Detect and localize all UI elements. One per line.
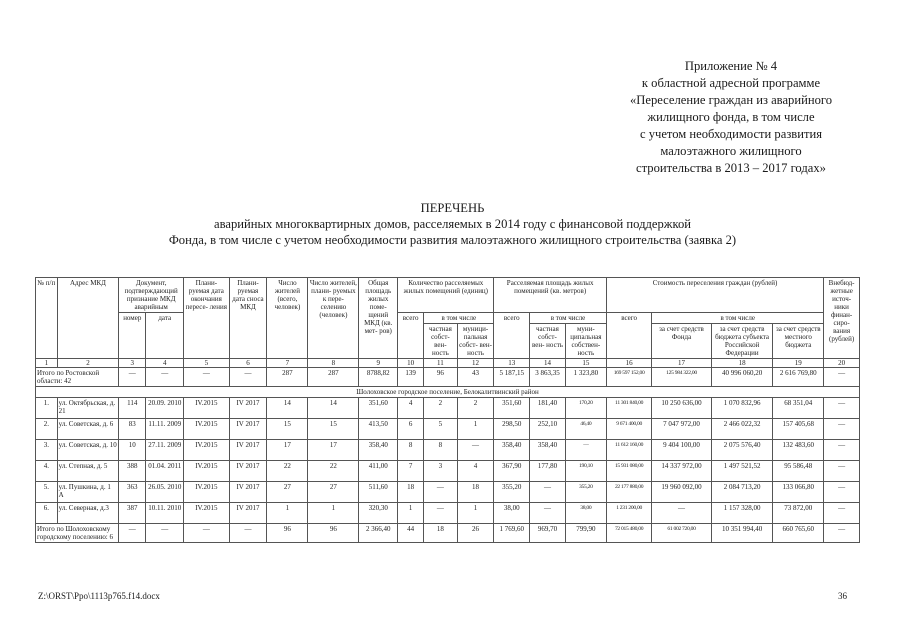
header-count-municipal: муници- пальная собст- вен- ность	[459, 325, 492, 357]
table-cell: 7 047 972,00	[652, 419, 711, 440]
table-cell: IV.2015	[184, 398, 229, 419]
address-cell: ул. Октябрьская, д. 21	[57, 398, 119, 419]
column-number: 1	[36, 359, 58, 368]
table-cell: 5.	[36, 482, 58, 503]
column-number: 11	[424, 359, 458, 368]
table-cell: 355,20	[565, 482, 606, 503]
table-cell: 15	[267, 419, 308, 440]
table-row	[36, 419, 860, 440]
table-cell: 252,10	[530, 419, 566, 440]
header-doc-date: дата	[146, 313, 184, 359]
column-number: 6	[229, 359, 267, 368]
document-title	[0, 200, 905, 248]
total-cell: 40 996 060,20	[711, 368, 773, 387]
table-row	[36, 398, 860, 419]
table-cell: 2	[457, 398, 494, 419]
table-cell: IV 2017	[229, 440, 267, 461]
total-cell: 8788,82	[359, 368, 398, 387]
table-cell: 18	[398, 482, 424, 503]
column-number: 2	[57, 359, 119, 368]
table-cell: —	[824, 482, 860, 503]
header-cost-including: в том числе	[652, 313, 824, 324]
table-cell: 18	[457, 482, 494, 503]
table-cell: 8	[424, 440, 458, 461]
header-area: Общая площадь жилых поме- щений МКД (кв. мет- ров)	[359, 278, 398, 359]
total-cell: —	[184, 524, 229, 543]
table-cell: 2 466 022,32	[711, 419, 773, 440]
table-cell: 15 931 080,00	[606, 461, 651, 482]
header-area-municipal: муни- ципальная собствен- ность	[565, 324, 606, 359]
total-cell: 1 323,80	[565, 368, 606, 387]
table-cell: 298,50	[494, 419, 530, 440]
header-cost-total: всего	[606, 313, 651, 359]
total-region-row	[36, 368, 860, 387]
page-number: 36	[838, 591, 847, 601]
table-cell: —	[824, 440, 860, 461]
appendix-line: жилищного фонда, в том числе	[647, 110, 815, 124]
table-cell: 17	[267, 440, 308, 461]
appendix-heading	[560, 58, 902, 177]
table-cell: 2 084 713,20	[711, 482, 773, 503]
table-cell: —	[824, 503, 860, 524]
table-cell: —	[530, 503, 566, 524]
appendix-line: с учетом необходимости развития	[639, 127, 823, 141]
column-number: 10	[398, 359, 424, 368]
total-cell: —	[184, 368, 229, 387]
table-cell: 27	[267, 482, 308, 503]
total-cell: 3 863,35	[530, 368, 566, 387]
table-cell: 170,20	[565, 398, 606, 419]
table-cell: 1.	[36, 398, 58, 419]
table-cell: 14	[308, 398, 359, 419]
column-number: 13	[494, 359, 530, 368]
total-cell: 5 187,15	[494, 368, 530, 387]
table-cell: 38,00	[565, 503, 606, 524]
total-cell: 96	[424, 368, 458, 387]
total-cell: —	[119, 524, 146, 543]
table-cell: 363	[119, 482, 146, 503]
column-number: 14	[530, 359, 566, 368]
table-cell: IV 2017	[229, 461, 267, 482]
table-cell: IV.2015	[184, 440, 229, 461]
table-cell: IV 2017	[229, 419, 267, 440]
file-path: Z:\ORST\Ppo\1113p765.f14.docx	[38, 591, 160, 601]
table-cell: 181,40	[530, 398, 566, 419]
table-cell: —	[457, 440, 494, 461]
table-cell: 1 070 832,96	[711, 398, 773, 419]
address-cell: ул. Советская, д. 10	[57, 440, 119, 461]
table-cell: 11 612 160,00	[606, 440, 651, 461]
header-residents-planned: Число жителей, плани- руемых к пере- селению (человек)	[308, 278, 359, 359]
table-cell: 367,90	[494, 461, 530, 482]
total-section-row	[36, 524, 860, 543]
column-number: 7	[267, 359, 308, 368]
table-cell: 1 497 521,52	[711, 461, 773, 482]
column-number: 15	[565, 359, 606, 368]
total-cell: 799,90	[565, 524, 606, 543]
table-cell: 387	[119, 503, 146, 524]
total-cell: —	[146, 524, 184, 543]
total-cell: 660 765,60	[773, 524, 824, 543]
table-cell: —	[652, 503, 711, 524]
table-cell: 157 405,68	[773, 419, 824, 440]
title-line: аварийных многоквартирных домов, расселяемых в 2014 году с финансовой поддержкой	[214, 217, 691, 231]
title-line: Фонда, в том числе с учетом необходимости развития малоэтажного жилищного строительства (заявка 2)	[168, 233, 737, 247]
header-residents: Число жителей (всего, человек)	[267, 278, 308, 359]
table-cell: 7	[398, 461, 424, 482]
column-number: 12	[457, 359, 494, 368]
table-cell: 83	[119, 419, 146, 440]
table-cell: 6	[398, 419, 424, 440]
column-number-row	[36, 359, 860, 368]
table-cell: 9 404 100,00	[652, 440, 711, 461]
table-cell: 511,60	[359, 482, 398, 503]
address-cell: ул. Северная, д.3	[57, 503, 119, 524]
table-cell: IV 2017	[229, 482, 267, 503]
table-cell: 4	[457, 461, 494, 482]
table-cell: 1	[398, 503, 424, 524]
table-cell: 3	[424, 461, 458, 482]
table-cell: IV 2017	[229, 503, 267, 524]
header-area-total: всего	[494, 313, 530, 359]
header-cost: Стоимость переселения граждан (рублей)	[606, 278, 823, 313]
total-cell: 44	[398, 524, 424, 543]
address-cell: ул. Степная, д. 5	[57, 461, 119, 482]
total-cell: 26	[457, 524, 494, 543]
total-cell: 96	[267, 524, 308, 543]
table-cell: 2 075 576,40	[711, 440, 773, 461]
total-cell: —	[146, 368, 184, 387]
table-cell: 6.	[36, 503, 58, 524]
column-number: 5	[184, 359, 229, 368]
column-number: 20	[824, 359, 860, 368]
table-cell: 14	[267, 398, 308, 419]
section-row	[36, 387, 860, 398]
table-cell: 20.09. 2010	[146, 398, 184, 419]
header-extra-budget: Внебюд- жетные источ- ники финан- сиро- вания (рублей)	[824, 278, 860, 359]
total-cell: 10 351 994,40	[711, 524, 773, 543]
header-address: Адрес МКД	[57, 278, 119, 359]
table-cell: 351,60	[494, 398, 530, 419]
data-rows	[36, 398, 860, 524]
column-number: 19	[773, 359, 824, 368]
table-cell: 1 157 328,00	[711, 503, 773, 524]
table-cell: 320,30	[359, 503, 398, 524]
total-cell: 96	[308, 524, 359, 543]
header-count-total: всего	[398, 313, 424, 359]
table-cell: 10.11. 2010	[146, 503, 184, 524]
table-cell: 14 337 972,00	[652, 461, 711, 482]
header-row	[36, 278, 860, 313]
table-cell: 11.11. 2009	[146, 419, 184, 440]
table-cell: 5	[424, 419, 458, 440]
total-cell: 287	[308, 368, 359, 387]
table-row	[36, 503, 860, 524]
table-cell: IV.2015	[184, 461, 229, 482]
table-cell: 95 586,48	[773, 461, 824, 482]
table-row	[36, 482, 860, 503]
table-cell: —	[424, 503, 458, 524]
table-cell: 2	[424, 398, 458, 419]
header-doc-number: номер	[119, 313, 146, 359]
table-cell: 2.	[36, 419, 58, 440]
table-cell: 68 351,04	[773, 398, 824, 419]
total-cell: 125 984 322,00	[652, 368, 711, 387]
header-planned-end: Плани- руемая дата окончания пересе- ления	[184, 278, 229, 359]
section-label: Шолоховское городское поселение, Белокалитвинский район	[36, 387, 860, 398]
total-cell: 287	[267, 368, 308, 387]
appendix-line: к областной адресной программе	[641, 76, 821, 90]
table-cell: 27	[308, 482, 359, 503]
table-cell: 19 960 092,00	[652, 482, 711, 503]
header-cost-subject: за счет средств бюджета субъекта Российской Федерации	[711, 324, 773, 359]
table-cell: 351,60	[359, 398, 398, 419]
table-cell: 358,40	[494, 440, 530, 461]
total-cell: 139	[398, 368, 424, 387]
header-num: № п/п	[36, 278, 58, 359]
column-number: 16	[606, 359, 651, 368]
total-label: Итого по Ростовской области: 42	[36, 368, 119, 387]
table-cell: 4	[398, 398, 424, 419]
table-cell: IV 2017	[229, 398, 267, 419]
header-count-premises: Количество расселяемых жилых помещений (единиц)	[398, 278, 494, 313]
table-cell: 26.05. 2010	[146, 482, 184, 503]
header-count-private: частная собст- вен- ность	[424, 324, 458, 359]
total-cell: 72 015 480,00	[606, 524, 651, 543]
table-row	[36, 461, 860, 482]
column-number: 17	[652, 359, 711, 368]
table-cell: 73 872,00	[773, 503, 824, 524]
total-cell: 2 366,40	[359, 524, 398, 543]
table-cell: 358,40	[530, 440, 566, 461]
column-number: 9	[359, 359, 398, 368]
column-number: 8	[308, 359, 359, 368]
total-label: Итого по Шолоховскому городскому поселению: 6	[36, 524, 119, 543]
table-cell: 27.11. 2009	[146, 440, 184, 461]
table-cell: —	[824, 461, 860, 482]
header-area-private: частная собст- вен- ность	[530, 324, 566, 359]
total-cell: —	[229, 368, 267, 387]
total-cell: —	[824, 368, 860, 387]
table-cell: 10	[119, 440, 146, 461]
column-number: 3	[119, 359, 146, 368]
table-cell: IV.2015	[184, 503, 229, 524]
table-cell: 132 483,60	[773, 440, 824, 461]
total-cell: 18	[424, 524, 458, 543]
header-row	[36, 313, 860, 324]
table-cell: 358,40	[359, 440, 398, 461]
total-cell: 61 002 720,00	[652, 524, 711, 543]
table-cell: 8	[398, 440, 424, 461]
header-document: Документ, подтверждающий признание МКД аварийным	[119, 278, 184, 313]
table-cell: 411,00	[359, 461, 398, 482]
table-cell: 1	[457, 419, 494, 440]
total-cell: 43	[457, 368, 494, 387]
houses-table	[35, 277, 860, 543]
table-cell: —	[824, 398, 860, 419]
appendix-line: строительства в 2013 – 2017 годах»	[636, 161, 826, 175]
header-cost-local: за счет средств местного бюджета	[773, 324, 824, 359]
total-cell: —	[824, 524, 860, 543]
total-cell: 1 769,60	[494, 524, 530, 543]
table-cell: 1 231 200,00	[606, 503, 651, 524]
table-cell: 11 301 840,00	[606, 398, 651, 419]
table-cell: 38,00	[494, 503, 530, 524]
table-cell: 355,20	[494, 482, 530, 503]
table-cell: 22 177 880,00	[606, 482, 651, 503]
total-cell: —	[119, 368, 146, 387]
table-cell: 1	[308, 503, 359, 524]
total-cell: —	[229, 524, 267, 543]
table-cell: 46,40	[565, 419, 606, 440]
header-area-premises: Расселяемая площадь жилых помещений (кв. метров)	[494, 278, 606, 313]
header-area-including: в том числе	[530, 313, 607, 324]
table-cell: 17	[308, 440, 359, 461]
table-cell: IV.2015	[184, 419, 229, 440]
table-cell: —	[565, 440, 606, 461]
table-cell: 133 066,80	[773, 482, 824, 503]
table-cell: 177,80	[530, 461, 566, 482]
table-cell: 10 250 636,00	[652, 398, 711, 419]
column-number: 18	[711, 359, 773, 368]
table-cell: 22	[267, 461, 308, 482]
table-cell: 4.	[36, 461, 58, 482]
appendix-line: Приложение № 4	[684, 59, 778, 73]
table-cell: 114	[119, 398, 146, 419]
table-cell: 1	[457, 503, 494, 524]
table-cell: 3.	[36, 440, 58, 461]
table-cell: 9 671 400,00	[606, 419, 651, 440]
header-cost-fund: за счет средств Фонда	[652, 324, 711, 359]
column-number: 4	[146, 359, 184, 368]
total-cell: 169 597 152,00	[606, 368, 651, 387]
header-planned-demolition: Плани- руемая дата сноса МКД	[229, 278, 267, 359]
table-cell: 190,10	[565, 461, 606, 482]
table-cell: 1	[267, 503, 308, 524]
table-cell: 15	[308, 419, 359, 440]
total-cell: 969,70	[530, 524, 566, 543]
header-count-including: в том числе	[424, 313, 494, 324]
table-row	[36, 440, 860, 461]
appendix-line: «Переселение граждан из аварийного	[629, 93, 833, 107]
address-cell: ул. Советская, д. 6	[57, 419, 119, 440]
table-cell: —	[824, 419, 860, 440]
address-cell: ул. Пушкина, д. 1 А	[57, 482, 119, 503]
table-cell: 388	[119, 461, 146, 482]
appendix-line: малоэтажного жилищного	[660, 144, 802, 158]
table-cell: —	[424, 482, 458, 503]
table-cell: —	[530, 482, 566, 503]
table-cell: 413,50	[359, 419, 398, 440]
table-cell: 01.04. 2011	[146, 461, 184, 482]
total-cell: 2 616 769,80	[773, 368, 824, 387]
table-cell: 22	[308, 461, 359, 482]
title-line: ПЕРЕЧЕНЬ	[420, 201, 485, 215]
table-cell: IV.2015	[184, 482, 229, 503]
